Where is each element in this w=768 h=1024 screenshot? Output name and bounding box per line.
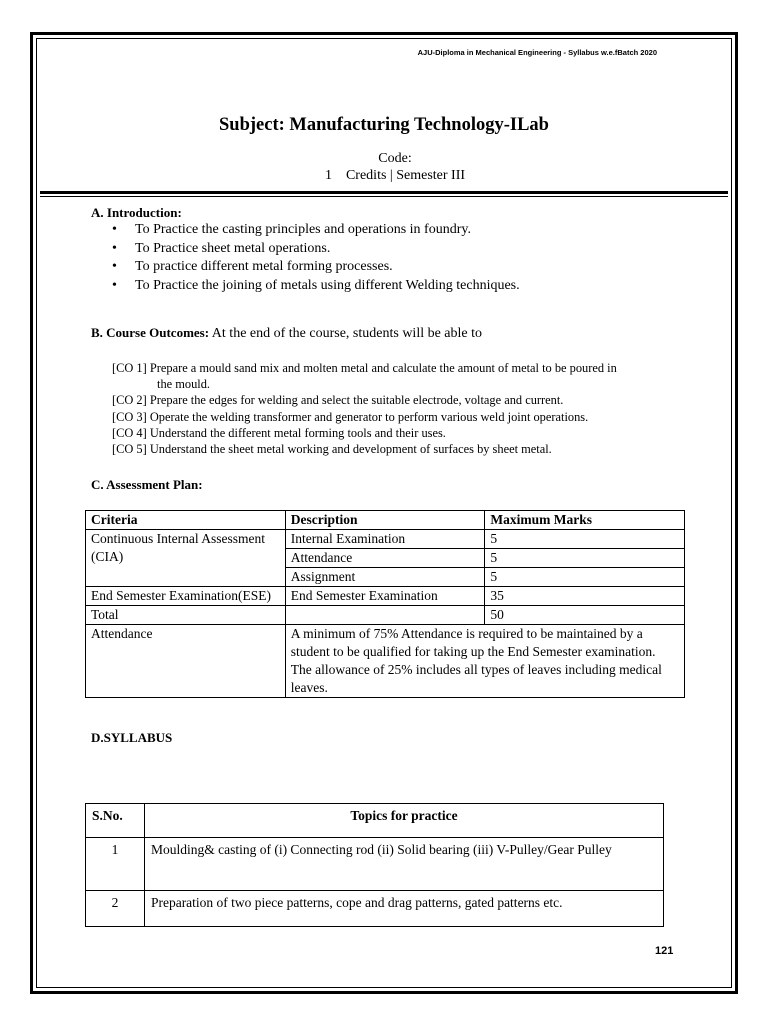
empty-cell: [285, 606, 485, 625]
list-item: • To practice different metal forming processes.: [112, 258, 520, 277]
credits-semester: 1 Credits | Semester III: [324, 168, 466, 183]
header-sno: S.No.: [86, 804, 145, 838]
assessment-table: [85, 510, 685, 698]
marks-cell: 5: [485, 549, 685, 568]
total-marks-cell: 50: [485, 606, 685, 625]
header-rule-thick: [40, 191, 728, 194]
table-row: [86, 625, 685, 698]
header-description: Description: [285, 511, 485, 530]
course-outcomes-lead: At the end of the course, students will be able to: [209, 326, 483, 341]
co-2: [CO 2] Prepare the edges for welding and select the suitable electrode, voltage and current.: [112, 393, 564, 408]
list-item: • To Practice the joining of metals using different Welding techniques.: [112, 277, 520, 296]
co-3: [CO 3] Operate the welding transformer and generator to perform various weld joint operations.: [112, 409, 589, 424]
table-header-row: [86, 511, 685, 530]
header-rule-thin: [40, 196, 728, 197]
table-row: [86, 530, 685, 549]
co-5: [CO 5] Understand the sheet metal working and development of surfaces by sheet metal.: [112, 442, 552, 457]
sno-cell: 1: [86, 838, 145, 891]
header-criteria: Criteria: [86, 511, 286, 530]
total-label-cell: Total: [86, 606, 286, 625]
header-maximum-marks: Maximum Marks: [485, 511, 685, 530]
list-item: • To Practice sheet metal operations.: [112, 240, 520, 259]
course-outcomes-heading: B. Course Outcomes:: [91, 325, 210, 340]
description-cell: End Semester Examination: [285, 587, 485, 606]
table-row: [86, 606, 685, 625]
marks-cell: 5: [485, 530, 685, 549]
course-outcomes-list: [112, 360, 687, 457]
sno-cell: 2: [86, 891, 145, 927]
co-1-line-1: [CO 1] Prepare a mould sand mix and molten metal and calculate the amount of metal to be poured in: [112, 361, 617, 375]
table-header-row: [86, 804, 664, 838]
topic-cell: Preparation of two piece patterns, cope and drag patterns, gated patterns etc.: [144, 891, 663, 927]
header-topics: Topics for practice: [144, 804, 663, 838]
introduction-list: [112, 221, 520, 295]
marks-cell: 35: [485, 587, 685, 606]
course-outcomes-heading-line: [91, 324, 482, 342]
attendance-label-cell: Attendance: [86, 625, 286, 698]
table-row: [86, 587, 685, 606]
description-cell: Attendance: [285, 549, 485, 568]
table-row: [86, 838, 664, 891]
syllabus-heading: D.SYLLABUS: [91, 730, 173, 745]
page-title: Subject: Manufacturing Technology-ILab: [219, 115, 549, 135]
ese-criteria-cell: End Semester Examination(ESE): [86, 587, 286, 606]
list-item: • To Practice the casting principles and operations in foundry.: [112, 221, 520, 240]
description-cell: Assignment: [285, 568, 485, 587]
cia-criteria-cell: Continuous Internal Assessment (CIA): [86, 530, 286, 587]
topic-cell: Moulding& casting of (i) Connecting rod (ii) Solid bearing (iii) V-Pulley/Gear Pulley: [144, 838, 663, 891]
assessment-heading: C. Assessment Plan:: [91, 477, 203, 492]
syllabus-table: [85, 803, 664, 927]
table-row: [86, 891, 664, 927]
running-header: AJU-Diploma in Mechanical Engineering - Syllabus w.e.fBatch 2020: [417, 48, 657, 57]
page-number: 121: [655, 945, 674, 957]
course-code: Code:: [378, 151, 412, 166]
description-cell: Internal Examination: [285, 530, 485, 549]
co-4: [CO 4] Understand the different metal forming tools and their uses.: [112, 425, 446, 440]
attendance-note-cell: A minimum of 75% Attendance is required to be maintained by a student to be qualified for taking up the End Semester examination. The allowance of 25% includes all types of leaves including medical leaves.: [285, 625, 684, 698]
introduction-heading: A. Introduction:: [91, 205, 182, 220]
co-1-line-2: the mould.: [157, 377, 210, 392]
marks-cell: 5: [485, 568, 685, 587]
